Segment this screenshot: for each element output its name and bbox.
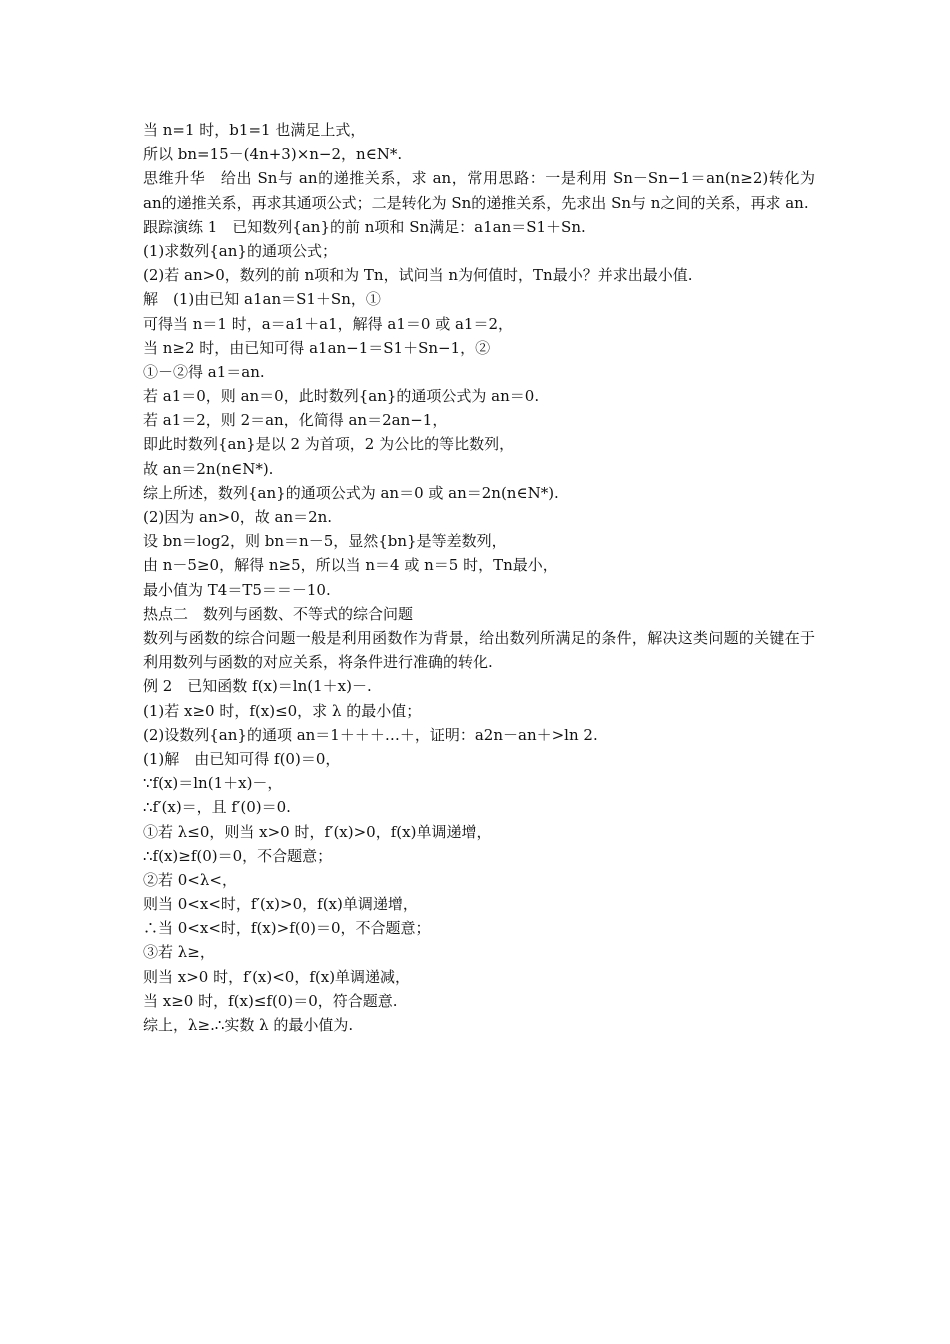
text-line: 若 a1＝0，则 an＝0，此时数列{an}的通项公式为 an＝0. [143,387,540,406]
text-line: 综上，λ≥.∴实数 λ 的最小值为. [143,1016,354,1034]
intro-paragraph: 数列与函数的综合问题一般是利用函数作为背景，给出数列所满足的条件，解决这类问题的关键在于利用数列与函数的对应关系，将条件进行准确的转化. [143,628,815,672]
text-line: 即此时数列{an}是以 2 为首项，2 为公比的等比数列， [143,435,515,454]
text-line: 当 x≥0 时，f(x)≤f(0)＝0，符合题意. [143,991,398,1010]
text-line: (1)若 x≥0 时，f(x)≤0，求 λ 的最小值； [143,701,422,720]
text-line: 设 bn＝log2，则 bn＝n－5，显然{bn}是等差数列， [143,532,507,551]
text-line: 最小值为 T4＝T5＝＝－10. [143,580,331,599]
summary-paragraph: 思维升华 给出 Sn与 an的递推关系，求 an，常用思路：一是利用 Sn－Sn−1＝an(n≥2)转化为 an的递推关系，再求其通项公式；二是转化为 Sn的递推关系，先求出 Sn与 n之间的关系，再求 an. [143,169,815,212]
text-line: 综上所述，数列{an}的通项公式为 an＝0 或 an＝2n(n∈N*). [143,483,559,502]
text-line: 故 an＝2n(n∈N*). [143,459,274,478]
text-line: 若 a1＝2，则 2＝an，化简得 an＝2an−1， [143,411,448,430]
text-line: (1)求数列{an}的通项公式； [143,241,337,260]
text-line: 当 n≥2 时，由已知可得 a1an−1＝S1＋Sn−1，② [143,338,491,357]
example-heading: 例 2 已知函数 f(x)＝ln(1＋x)－. [143,677,372,696]
text-line: 所以 bn=15－(4n+3)×n−2，n∈N*. [143,145,403,164]
text-line: 解 (1)由已知 a1an＝S1＋Sn，① [143,290,381,309]
text-line: ∵f(x)＝ln(1＋x)－， [143,774,283,793]
exercise-heading: 跟踪演练 1 已知数列{an}的前 n项和 Sn满足：a1an＝S1＋Sn. [143,217,586,236]
section-heading: 热点二 数列与函数、不等式的综合问题 [143,604,414,623]
text-line: 则当 x>0 时，f′(x)<0，f(x)单调递减， [143,967,411,986]
text-line: ∴f(x)≥f(0)＝0，不合题意； [143,846,333,865]
text-line: (1)解 由已知可得 f(0)＝0， [143,749,341,768]
text-line: 由 n－5≥0，解得 n≥5，所以当 n＝4 或 n＝5 时，Tn最小， [143,556,558,575]
text-line: ③若 λ≥， [143,943,215,962]
text-line: ①－②得 a1＝an. [143,362,265,381]
text-line: 可得当 n＝1 时，a＝a1＋a1，解得 a1＝0 或 a1＝2， [143,314,514,333]
text-line: 当 n=1 时，b1=1 也满足上式， [143,121,366,139]
text-line: ②若 0<λ<， [143,870,237,889]
text-line: (2)设数列{an}的通项 an＝1＋＋＋…＋，证明：a2n－an＋>ln 2. [143,725,598,744]
text-line: ∴当 0<x<时，f(x)>f(0)＝0，不合题意； [143,919,431,938]
text-line: (2)因为 an>0，故 an＝2n. [143,508,333,527]
document-body [143,118,815,1037]
text-line: ①若 λ≤0，则当 x>0 时，f′(x)>0，f(x)单调递增， [143,822,492,841]
text-line: ∴f′(x)＝，且 f′(0)＝0. [143,798,291,817]
text-line: (2)若 an>0，数列的前 n项和为 Tn，试问当 n为何值时，Tn最小？并求出最小值. [143,266,693,285]
text-line: 则当 0<x<时，f′(x)>0，f(x)单调递增， [143,895,418,914]
